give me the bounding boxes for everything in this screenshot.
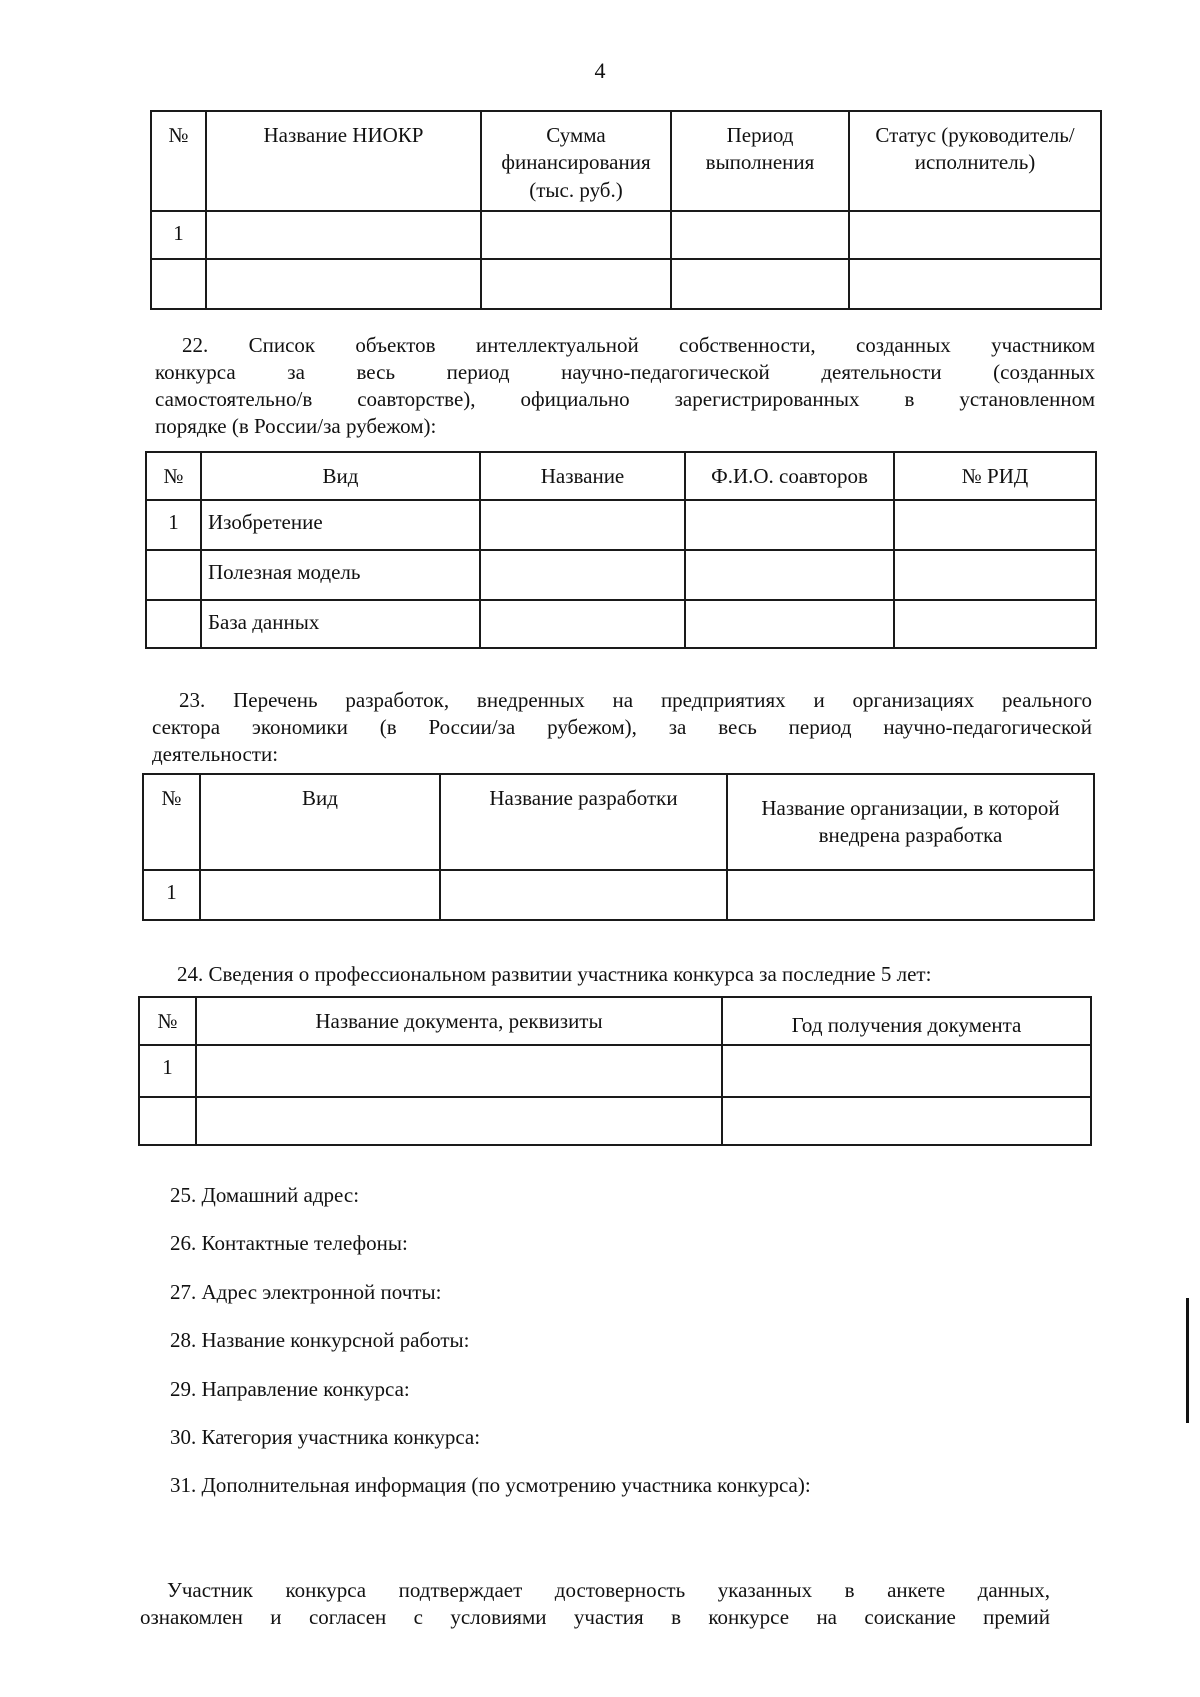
table-cell[interactable] [722,1097,1091,1145]
table-row [143,870,1094,920]
header-niokr-name: Название НИОКР [206,111,481,211]
row-number: 1 [143,870,200,920]
table-cell[interactable] [849,211,1101,259]
table-cell[interactable] [481,211,671,259]
section-24-text [177,961,1077,988]
row-type-label: Изобретение [201,500,480,550]
section-23-line: деятельности: [152,742,279,766]
item-email: 27. Адрес электронной почты: [170,1280,442,1304]
table-row [151,211,1101,259]
header-rid-number: № РИД [894,452,1096,500]
header-type: Вид [200,774,440,870]
header-type: Вид [201,452,480,500]
item-additional-info: 31. Дополнительная информация (по усмотрению участника конкурса): [170,1473,811,1497]
table-cell[interactable] [671,259,849,309]
section-23-line: сектора экономики (в России/за рубежом), за весь период научно-педагогической [152,715,1092,739]
row-type-label: Полезная модель [201,550,480,600]
row-number [146,550,201,600]
table-header-row [151,111,1101,211]
section-23-text [152,687,1092,768]
table-row [139,1045,1091,1097]
table-cell[interactable] [200,870,440,920]
table-cell[interactable] [440,870,727,920]
header-funding: Сумма финансирования (тыс. руб.) [481,111,671,211]
page-number: 4 [594,58,606,83]
table-row [146,600,1096,648]
header-status: Статус (руководитель/ исполнитель) [849,111,1101,211]
header-organization: Название организации, в которой внедрена разработка [727,774,1094,870]
table-cell[interactable] [206,259,481,309]
section-22-line: самостоятельно/в соавторстве), официально зарегистрированных в установленном [155,387,1095,411]
closing-line: Участник конкурса подтверждает достоверность указанных в анкете данных, [167,1578,1050,1602]
table-cell[interactable] [196,1045,722,1097]
header-development-name: Название разработки [440,774,727,870]
table-cell[interactable] [671,211,849,259]
row-number: 1 [139,1045,196,1097]
table-cell[interactable] [722,1045,1091,1097]
header-number: № [146,452,201,500]
table-cell[interactable] [894,550,1096,600]
table-cell[interactable] [480,500,685,550]
header-year: Год получения документа [722,997,1091,1045]
table-header-row [146,452,1096,500]
table-cell[interactable] [894,500,1096,550]
niokr-table [150,110,1102,310]
margin-scan-mark [1186,1298,1189,1423]
table-cell[interactable] [481,259,671,309]
row-number [139,1097,196,1145]
header-coauthors: Ф.И.О. соавторов [685,452,894,500]
table-header-row [139,997,1091,1045]
row-number [146,600,201,648]
table-cell[interactable] [480,550,685,600]
item-work-title: 28. Название конкурсной работы: [170,1328,470,1352]
table-header-row [143,774,1094,870]
row-number: 1 [151,211,206,259]
table-cell[interactable] [206,211,481,259]
table-row [151,259,1101,309]
table-cell[interactable] [894,600,1096,648]
table-cell[interactable] [196,1097,722,1145]
row-number [151,259,206,309]
developments-table [142,773,1095,921]
table-cell[interactable] [685,500,894,550]
item-participant-category: 30. Категория участника конкурса: [170,1425,481,1449]
table-row [146,550,1096,600]
closing-line: ознакомлен и согласен с условиями участия в конкурсе на соискание премий [140,1605,1050,1629]
item-contest-direction: 29. Направление конкурса: [170,1377,410,1401]
professional-development-table [138,996,1092,1146]
row-type-label: База данных [201,600,480,648]
header-number: № [151,111,206,211]
ip-objects-table [145,451,1097,649]
closing-statement [140,1577,1050,1631]
section-22-line: конкурса за весь период научно-педагогической деятельности (созданных [155,360,1095,384]
row-number: 1 [146,500,201,550]
section-23-line: 23. Перечень разработок, внедренных на предприятиях и организациях реального [179,688,1092,712]
table-row [146,500,1096,550]
item-home-address: 25. Домашний адрес: [170,1183,360,1207]
table-cell[interactable] [685,600,894,648]
table-cell[interactable] [849,259,1101,309]
section-22-line: порядке (в России/за рубежом): [155,414,437,438]
section-24-line: 24. Сведения о профессиональном развитии участника конкурса за последние 5 лет: [177,962,932,986]
header-document: Название документа, реквизиты [196,997,722,1045]
table-cell[interactable] [727,870,1094,920]
item-contact-phones: 26. Контактные телефоны: [170,1231,408,1255]
table-row [139,1097,1091,1145]
table-cell[interactable] [480,600,685,648]
header-period: Период выполнения [671,111,849,211]
table-cell[interactable] [685,550,894,600]
header-number: № [139,997,196,1045]
section-22-line: 22. Список объектов интеллектуальной собственности, созданных участником [182,333,1095,357]
header-number: № [143,774,200,870]
section-22-text [155,332,1095,440]
header-name: Название [480,452,685,500]
